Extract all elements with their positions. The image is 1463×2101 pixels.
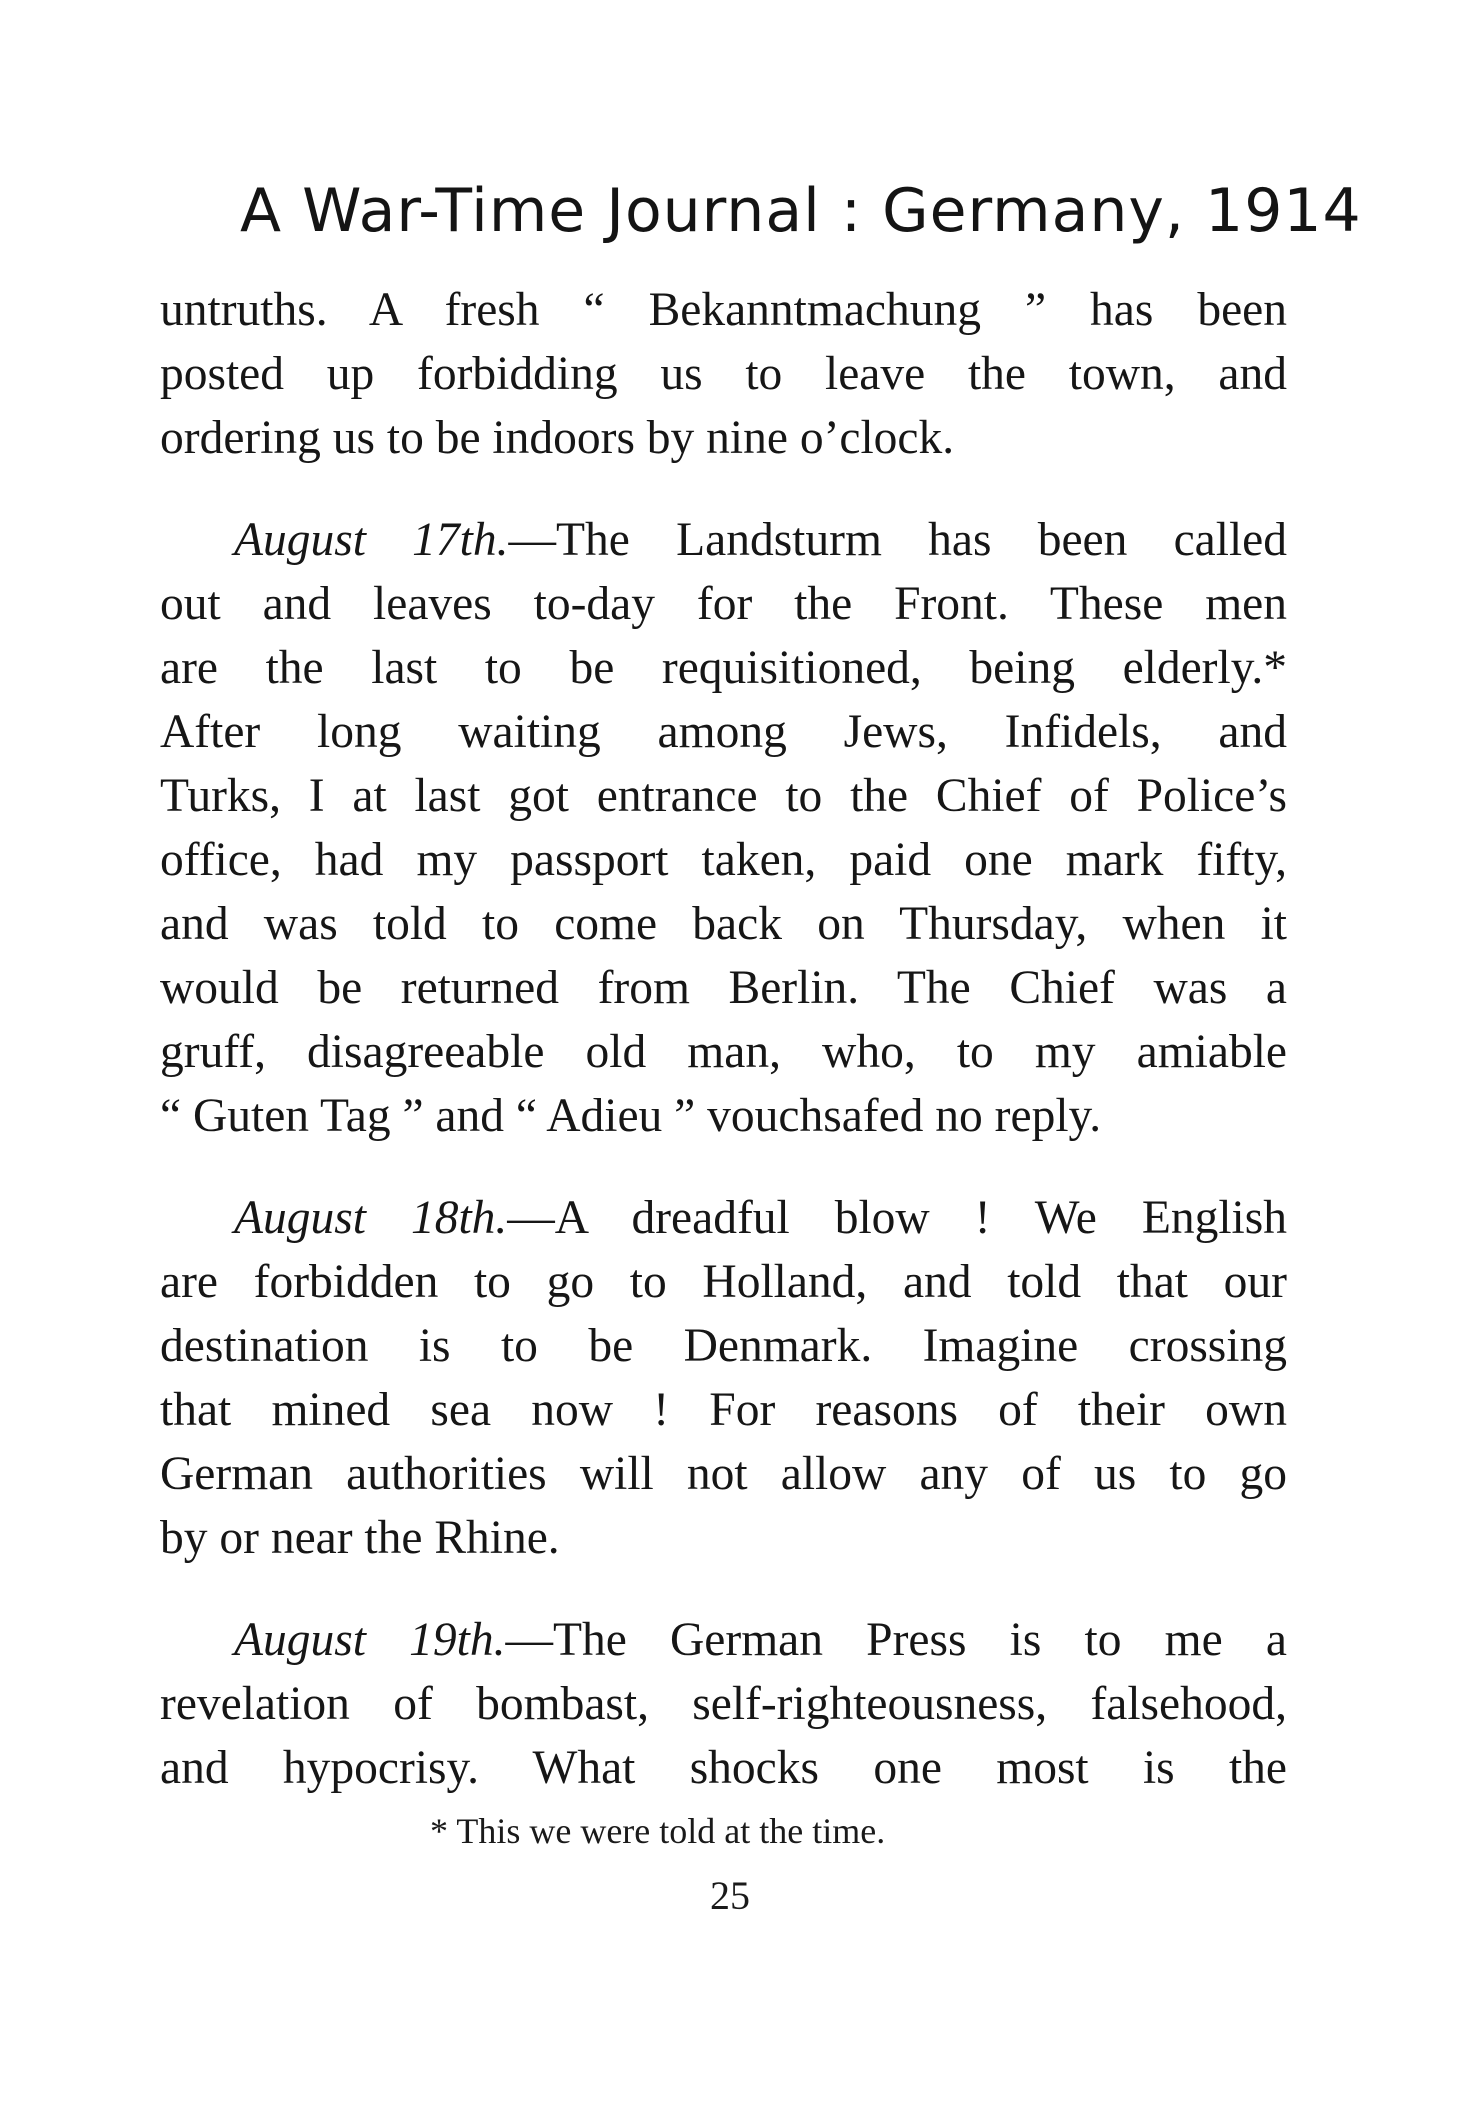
text-line: and hypocrisy. What shocks one most is the: [160, 1742, 1287, 1794]
footnote: * This we were told at the time.: [430, 1811, 886, 1851]
text-line: are the last to be requisitioned, being elderly.*: [160, 642, 1287, 694]
page-number: 25: [710, 1873, 750, 1918]
text-line: gruff, disagreeable old man, who, to my amiable: [160, 1026, 1287, 1078]
text-line: Turks, I at last got entrance to the Chief of Police’s: [160, 770, 1287, 822]
text-line: are forbidden to go to Holland, and told that our: [160, 1256, 1287, 1308]
text-line: destination is to be Denmark. Imagine crossing: [160, 1320, 1287, 1372]
journal-entry: [160, 1186, 1287, 1570]
running-head: A War-Time Journal : Germany, 1914: [240, 176, 1362, 246]
journal-entry: [160, 508, 1287, 1148]
text-line: revelation of bombast, self-righteousness, falsehood,: [160, 1678, 1287, 1730]
entry-date: August 19th.: [234, 1614, 506, 1666]
entry-date: August 18th.: [234, 1192, 508, 1244]
text-line: posted up forbidding us to leave the town, and: [160, 348, 1287, 400]
text-line: by or near the Rhine.: [160, 1512, 560, 1564]
text-line: —The German Press is to me a: [505, 1614, 1287, 1666]
entry-first-line: [160, 508, 1287, 572]
journal-body: [160, 278, 1287, 1800]
text-line: ordering us to be indoors by nine o’clock.: [160, 412, 955, 464]
text-line: untruths. A fresh “ Bekanntmachung ” has been: [160, 284, 1287, 336]
entry-first-line: [160, 1186, 1287, 1250]
journal-entry: [160, 1608, 1287, 1800]
text-line: After long waiting among Jews, Infidels, and: [160, 706, 1287, 758]
text-line: would be returned from Berlin. The Chief was a: [160, 962, 1287, 1014]
text-line: —The Landsturm has been called: [508, 514, 1287, 566]
text-line: —A dreadful blow ! We English: [507, 1192, 1287, 1244]
paragraph: [160, 278, 1287, 470]
text-line: out and leaves to-day for the Front. These men: [160, 578, 1287, 630]
text-line: office, had my passport taken, paid one mark fifty,: [160, 834, 1287, 886]
entry-date: August 17th.: [234, 514, 509, 566]
text-line: and was told to come back on Thursday, when it: [160, 898, 1287, 950]
text-line: “ Guten Tag ” and “ Adieu ” vouchsafed no reply.: [160, 1090, 1102, 1142]
text-line: that mined sea now ! For reasons of their own: [160, 1384, 1287, 1436]
entry-first-line: [160, 1608, 1287, 1672]
text-line: German authorities will not allow any of us to go: [160, 1448, 1287, 1500]
